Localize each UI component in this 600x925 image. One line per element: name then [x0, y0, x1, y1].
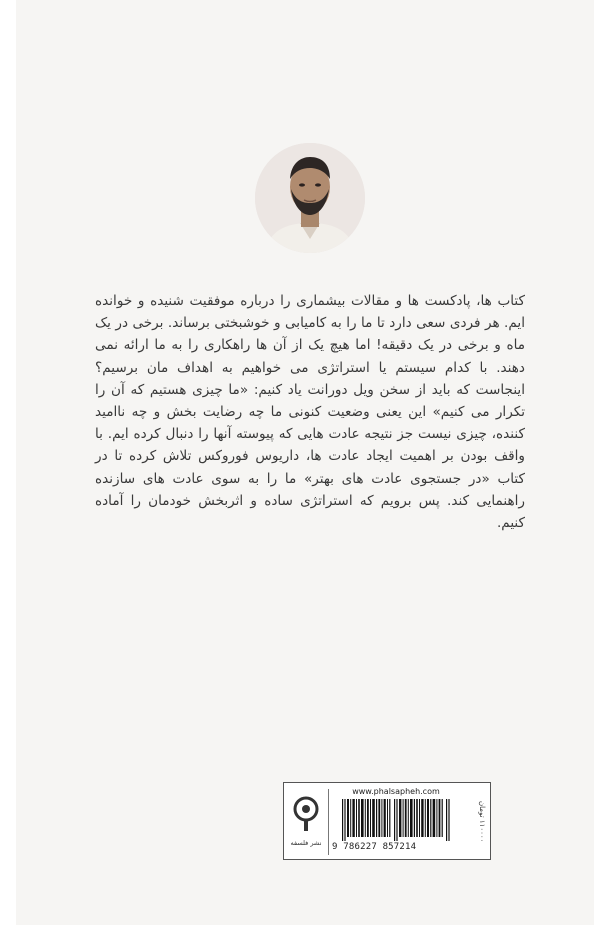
publisher-logo-icon [292, 795, 320, 835]
price-label: ۱۱۰۰۰۰ تومان [478, 801, 486, 843]
barcode-panel [283, 782, 491, 860]
isbn-barcode [342, 799, 450, 841]
isbn-digits: 9 786227 857214 [332, 842, 417, 852]
blurb-text: کتاب ها، پادکست ها و مقالات بیشماری را درباره موفقیت شنیده و خوانده ایم. هر فردی سعی دارد تا ما را به کامیابی و خوشبختی برساند. برخی در یک ماه و برخی در یک دقیقه! اما هیچ یک از آن ها راهکاری را به ما ارائه نمی دهند. با کدام سیستم یا استراتژی می خواهیم به اهداف مان برسیم؟ اینجاست که باید از سخن ویل دورانت یاد کنیم: «ما چیزی هستیم که آن را تکرار می کنیم» این یعنی وضعیت کنونی ما چه رضایت بخش و چه ناامید کننده، چیزی نیست جز نتیجه عادت هایی که پیوسته آنها را دنبال کرده ایم. با واقف بودن بر اهمیت ایجاد عادت ها، داریوس فوروکس تلاش کرده تا در کتاب «در جستجوی عادت های بهتر» ما را به سوی عادت های سازنده راهنمایی کند. پس برویم که استراتژی ساده و اثربخش خودمان را آماده کنیم. [95, 293, 525, 532]
publisher-logo [286, 789, 326, 855]
author-photo [255, 143, 365, 253]
cover-edge-right [594, 0, 600, 925]
cover-edge-left [0, 0, 16, 925]
author-portrait-icon [255, 143, 365, 253]
publisher-name: نشر فلسفه [290, 839, 322, 847]
panel-divider [328, 789, 329, 855]
publisher-url: www.phalsapheh.com [352, 787, 440, 796]
